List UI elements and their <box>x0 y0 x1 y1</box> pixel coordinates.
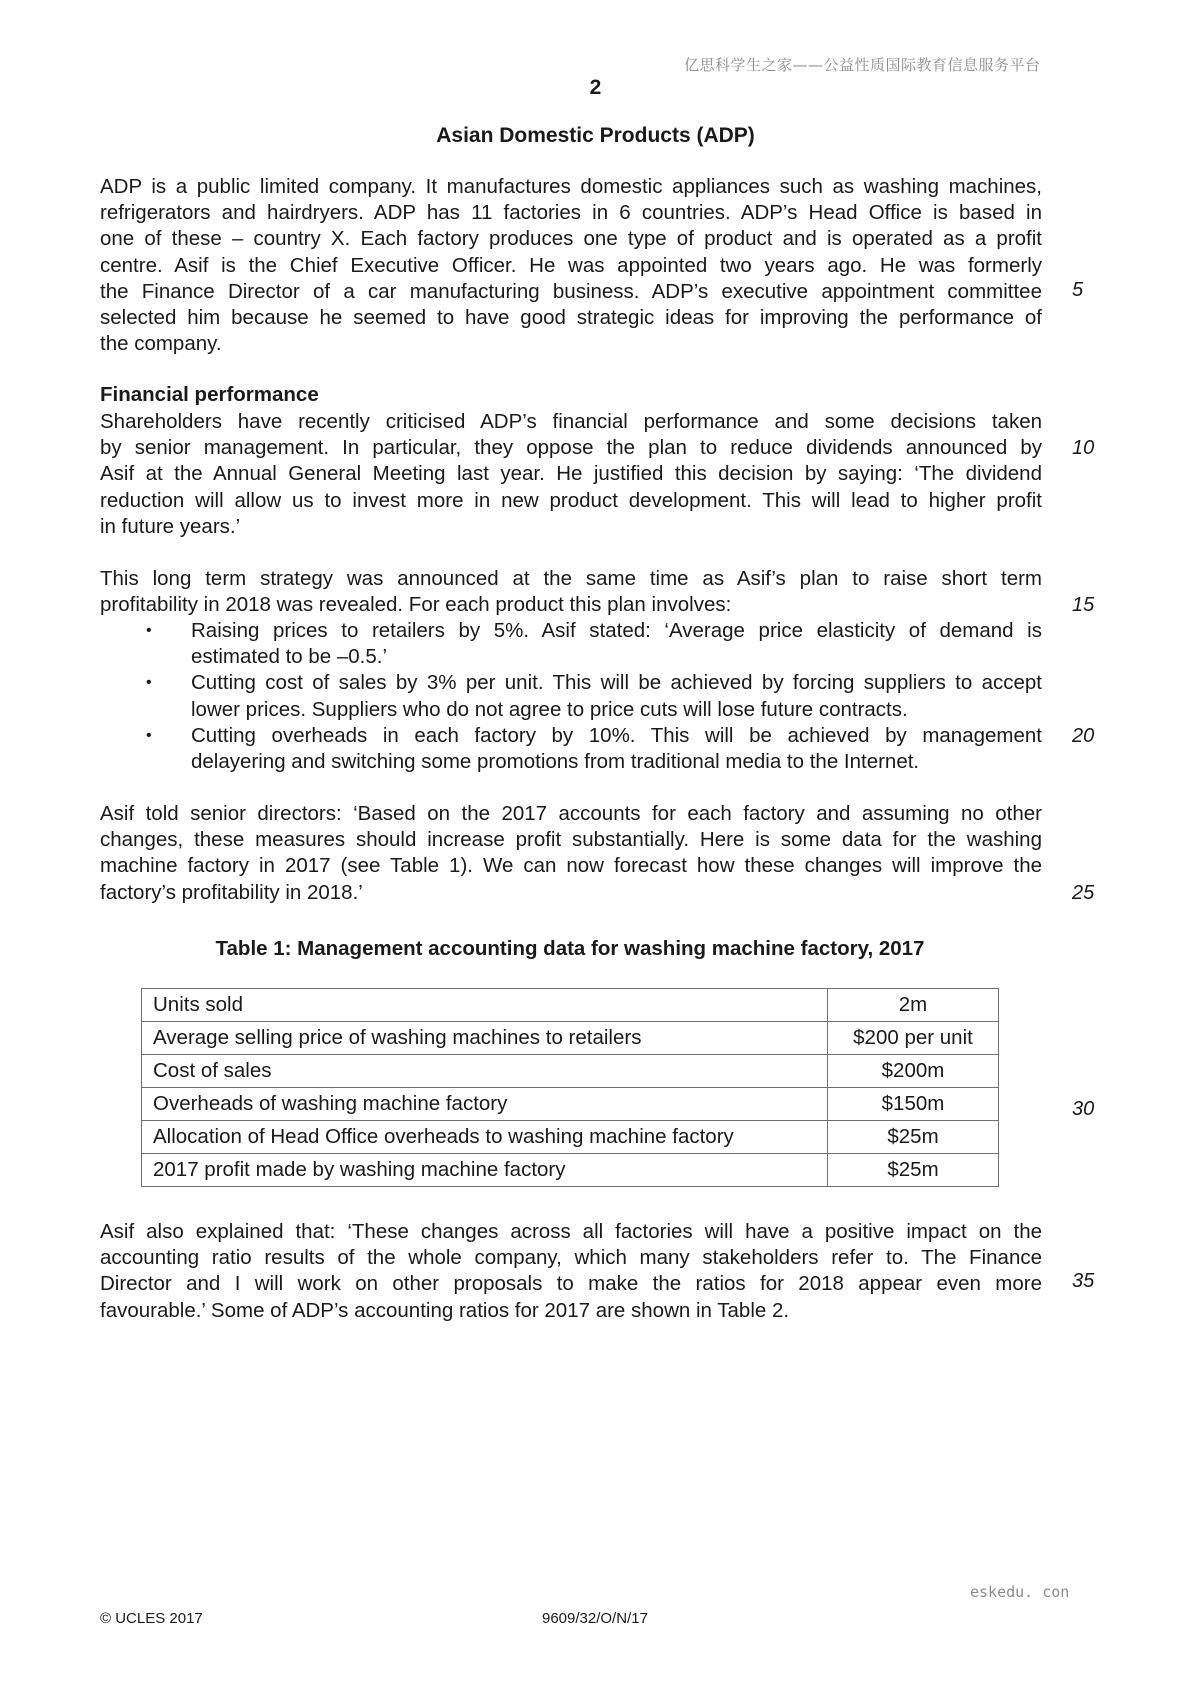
table-row <box>142 1055 999 1088</box>
table-cell-label: Average selling price of washing machines to retailers <box>142 1022 828 1055</box>
line-number: 20 <box>1072 725 1095 747</box>
page-title: Asian Domestic Products (ADP) <box>436 124 755 147</box>
table-cell-value: 2m <box>828 989 999 1022</box>
text-line: Shareholders have recently criticised ADP’s financial performance and some decisions taken <box>100 410 1042 433</box>
text-line: centre. Asif is the Chief Executive Officer. He was appointed two years ago. He was formerly <box>100 253 1042 277</box>
line-number: 15 <box>1072 594 1095 616</box>
text-line: refrigerators and hairdryers. ADP has 11 factories in 6 countries. ADP’s Head Office is based in <box>100 201 1042 225</box>
section-heading-financial: Financial performance <box>100 383 319 406</box>
table-row <box>142 1121 999 1154</box>
text-line: estimated to be –0.5.’ <box>191 645 388 669</box>
text-line: Cutting overheads in each factory by 10%. This will be achieved by management <box>191 723 1042 747</box>
table-cell-label: Cost of sales <box>142 1055 828 1088</box>
line-number: 30 <box>1072 1098 1095 1120</box>
text-line: in future years.’ <box>100 514 241 538</box>
text-line: Asif at the Annual General Meeting last year. He justified this decision by saying: ‘The dividend <box>100 462 1042 486</box>
text-line: Asif also explained that: ‘These changes across all factories will have a positive impact on the <box>100 1220 1042 1243</box>
text-line: delayering and switching some promotions from traditional media to the Internet. <box>191 750 920 774</box>
text-line: accounting ratio results of the whole company, which many stakeholders refer to. The Finance <box>100 1246 1042 1270</box>
table-cell-value: $200m <box>828 1055 999 1088</box>
line-number: 5 <box>1072 279 1084 301</box>
text-line: Director and I will work on other proposals to make the ratios for 2018 appear even more <box>100 1272 1042 1296</box>
line-number: 10 <box>1072 437 1095 459</box>
text-line: one of these – country X. Each factory produces one type of product and is operated as a profit <box>100 227 1042 251</box>
line-number: 35 <box>1072 1270 1095 1292</box>
paragraph-directors <box>100 801 1042 906</box>
bullet-icon: • <box>146 622 152 639</box>
text-line: Cutting cost of sales by 3% per unit. This will be achieved by forcing suppliers to accept <box>191 671 1042 695</box>
paragraph-shareholders <box>100 409 1042 540</box>
text-line: Raising prices to retailers by 5%. Asif stated: ‘Average price elasticity of demand is <box>191 619 1042 642</box>
paragraph-intro <box>100 174 1042 357</box>
text-line: the Finance Director of a car manufacturing business. ADP’s executive appointment committee <box>100 279 1042 303</box>
text-line: by senior management. In particular, they oppose the plan to reduce dividends announced by <box>100 436 1042 460</box>
list-item <box>100 618 1042 670</box>
text-line: Asif told senior directors: ‘Based on the 2017 accounts for each factory and assuming no other <box>100 802 1042 825</box>
table-cell-label: Units sold <box>142 989 828 1022</box>
table-cell-value: $150m <box>828 1088 999 1121</box>
text-line: ADP is a public limited company. It manufactures domestic appliances such as washing machines, <box>100 175 1042 198</box>
text-line: factory’s profitability in 2018.’ <box>100 880 363 904</box>
text-line: machine factory in 2017 (see Table 1). We can now forecast how these changes will improve the <box>100 854 1042 878</box>
text-line: profitability in 2018 was revealed. For each product this plan involves: <box>100 593 732 617</box>
text-line: favourable.’ Some of ADP’s accounting ratios for 2017 are shown in Table 2. <box>100 1298 790 1322</box>
text-line: lower prices. Suppliers who do not agree to price cuts will lose future contracts. <box>191 697 908 721</box>
table-cell-label: Allocation of Head Office overheads to washing machine factory <box>142 1121 828 1154</box>
table-row <box>142 1022 999 1055</box>
table-cell-value: $200 per unit <box>828 1022 999 1055</box>
table-caption: Table 1: Management accounting data for washing machine factory, 2017 <box>215 937 925 960</box>
bullet-icon: • <box>146 726 152 744</box>
paragraph-strategy <box>100 566 1042 618</box>
table-cell-value: $25m <box>828 1154 999 1187</box>
table-cell-label: Overheads of washing machine factory <box>142 1088 828 1121</box>
table-row <box>142 989 999 1022</box>
paper-code: 9609/32/O/N/17 <box>542 1610 648 1627</box>
text-line: reduction will allow us to invest more in new product development. This will lead to higher profit <box>100 488 1042 512</box>
list-item <box>100 723 1042 775</box>
table-row <box>142 1154 999 1187</box>
accounting-data-table <box>141 988 999 1187</box>
watermark-top: 亿思科学生之家——公益性质国际教育信息服务平台 <box>684 56 1041 74</box>
table-row <box>142 1088 999 1121</box>
copyright-notice: © UCLES 2017 <box>100 1610 203 1627</box>
page-number: 2 <box>589 76 602 99</box>
bullet-icon: • <box>146 674 152 692</box>
text-line: This long term strategy was announced at the same time as Asif’s plan to raise short term <box>100 567 1042 590</box>
table-cell-label: 2017 profit made by washing machine factory <box>142 1154 828 1187</box>
list-item <box>100 670 1042 722</box>
text-line: the company. <box>100 332 222 356</box>
watermark-bottom: eskedu. con <box>970 1583 1070 1601</box>
text-line: selected him because he seemed to have good strategic ideas for improving the performance of <box>100 306 1042 330</box>
table-cell-value: $25m <box>828 1121 999 1154</box>
text-line: changes, these measures should increase profit substantially. Here is some data for the washing <box>100 828 1042 852</box>
line-number: 25 <box>1072 882 1095 904</box>
plan-bullet-list <box>100 618 1042 775</box>
paragraph-ratios <box>100 1219 1042 1324</box>
